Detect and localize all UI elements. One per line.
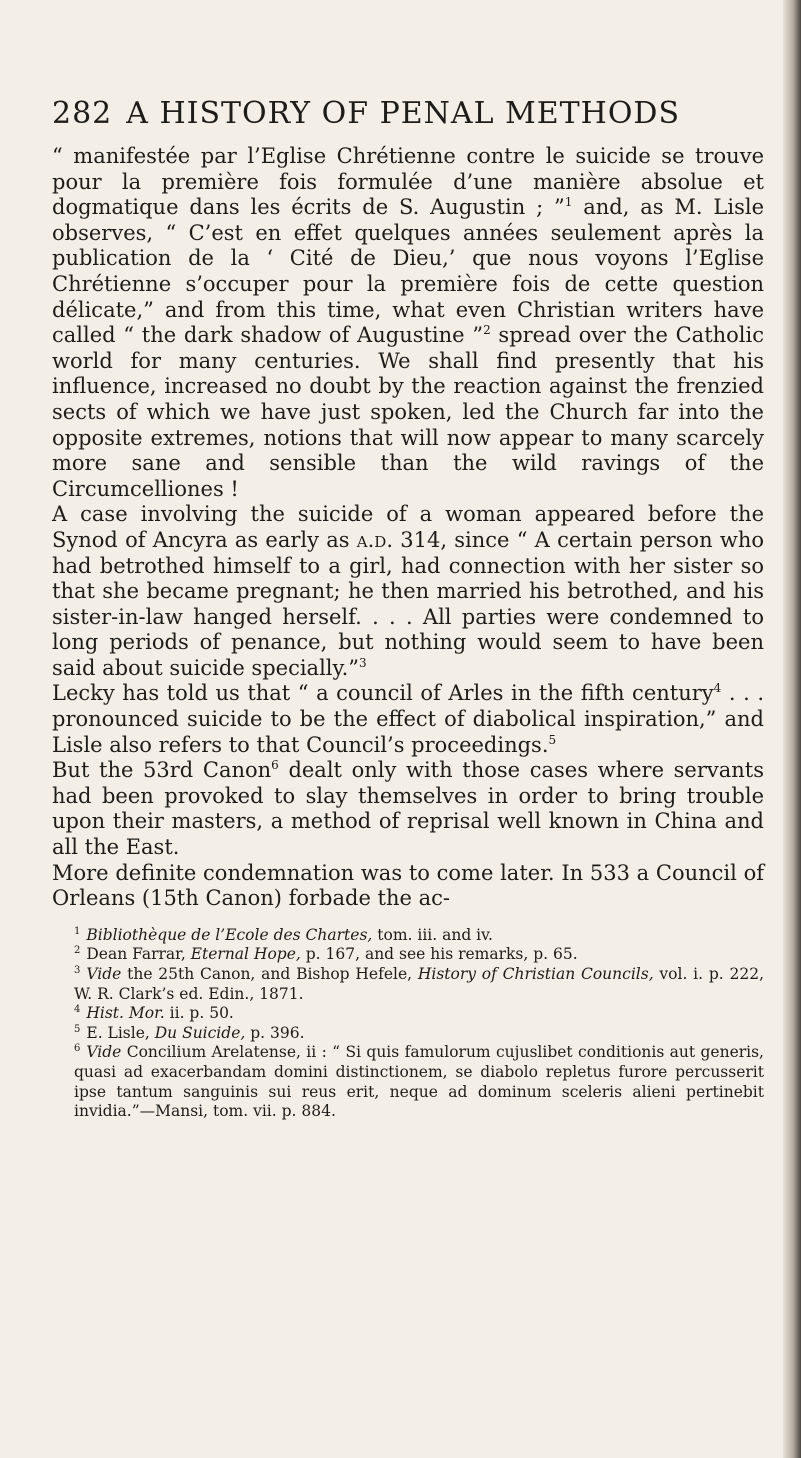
paragraph-text: But the 53rd Canon: [52, 758, 272, 783]
paragraph-text: and, as M. Lisle observes, “ C’est en effet quelques années seulement après la publication de la ‘ Cité de Dieu,’ que nous voyons l’Eglise Chrétienne s’occuper pour la première fois de cette question délicate,” and from this time, what even Christian writers have called “ the dark shadow of Augustine ”: [52, 195, 764, 348]
footnote-mark: 3: [74, 964, 81, 976]
footnote-ref: 3: [358, 655, 367, 670]
footnote-text: p. 167, and see his remarks, p. 65.: [300, 945, 578, 964]
footnote-title: Vide: [86, 1043, 122, 1062]
paragraph-5: [52, 861, 764, 912]
footnote-5: [52, 1024, 764, 1044]
body-text: [52, 144, 764, 912]
era-abbrev: a.d.: [356, 527, 393, 552]
footnote-4: [52, 1004, 764, 1024]
paragraph-text: . . . pronounced suicide to be the effect of diabolical inspiration,” and Lisle also refers to that Council’s proceedings.: [52, 681, 764, 757]
book-spine-shadow: [783, 0, 801, 1458]
paragraph-text: spread over the Catholic world for many centuries. We shall find presently that his influence, increased no doubt by the reaction against the frenzied sects of which we have just spoken, led the Church far into the opposite extremes, notions that will now appear to many scarcely more sane and sensible than the wild ravings of the Circumcelliones !: [52, 323, 764, 501]
footnote-text: Dean Farrar,: [86, 945, 191, 964]
paragraph-4: [52, 758, 764, 860]
footnote-title: Bibliothèque de l’Ecole des Chartes,: [86, 925, 373, 944]
footnote-ref: 2: [483, 323, 491, 338]
footnote-1: [52, 926, 764, 946]
book-page: [52, 94, 764, 1122]
footnotes: [52, 926, 764, 1122]
running-title: A HISTORY OF PENAL METHODS: [126, 96, 681, 131]
footnote-text: p. 396.: [245, 1023, 305, 1042]
footnote-ref: 4: [713, 681, 722, 696]
paragraph-1: [52, 144, 764, 502]
paragraph-text: 314, since “ A certain person who had betrothed himself to a girl, had connection with her sister so that she became pregnant; he then married his betrothed, and his sister-in-law hanged herself. . . . All parties were condemned to long periods of penance, but nothing would seem to have been said about suicide specially.”: [52, 527, 764, 680]
page-number: 282: [52, 96, 113, 131]
footnote-2: [52, 945, 764, 965]
paragraph-2: [52, 502, 764, 681]
paragraph-text: “ manifestée par l’Eglise Chrétienne contre le suicide se trouve pour la première fois formulée d’une manière absolue et dogmatique dans les écrits de S. Augustin ; ”: [52, 144, 764, 220]
footnote-6: [52, 1043, 764, 1121]
footnote-text: vol. i. p. 222, W. R. Clark’s ed. Edin., 1871.: [74, 965, 764, 1003]
footnote-title: Vide: [86, 965, 122, 983]
footnote-text: ii. p. 50.: [164, 1004, 234, 1023]
paragraph-text: dealt only with those cases where servants had been provoked to slay themselves in order to bring trouble upon their masters, a method of reprisal well known in China and all the East.: [52, 758, 764, 860]
footnote-mark: 4: [74, 1004, 81, 1016]
paragraph-text: More definite condemnation was to come later. In 533 a Council of Orleans (15th Canon) forbade the ac-: [52, 860, 764, 911]
footnote-title: Du Suicide,: [154, 1023, 246, 1042]
footnote-title: History of Christian Councils,: [417, 965, 654, 983]
footnote-mark: 5: [74, 1023, 81, 1035]
footnote-ref: 5: [548, 732, 557, 747]
footnote-text: E. Lisle,: [86, 1023, 155, 1042]
footnote-text: tom. iii. and iv.: [372, 925, 493, 944]
footnote-ref: 1: [564, 195, 573, 210]
footnote-title: Hist. Mor.: [86, 1004, 165, 1023]
footnote-title: Eternal Hope,: [190, 945, 301, 964]
footnote-mark: 6: [74, 1043, 81, 1055]
footnote-ref: 6: [271, 758, 279, 773]
paragraph-3: [52, 681, 764, 758]
paragraph-text: Lecky has told us that “ a council of Arles in the fifth century: [52, 681, 714, 706]
footnote-3: [52, 965, 764, 1004]
footnote-text: the 25th Canon, and Bishop Hefele,: [121, 965, 418, 983]
footnote-mark: 2: [74, 945, 81, 957]
running-head: [52, 94, 764, 134]
footnote-text: Concilium Arelatense, ii : “ Si quis famulorum cujuslibet conditionis aut generis, quasi ad exacerbandam domini distinctionem, se diabolo repletus furore percusserit ipse tantum sanguinis sui reus erit, neque ad dominum sceleris alieni pertinebit invidia.”—Mansi, tom. vii. p. 884.: [74, 1043, 764, 1121]
footnote-mark: 1: [74, 925, 81, 937]
paragraph-text: A case involving the suicide of a woman appeared before the Synod of Ancyra as early as: [52, 502, 764, 552]
